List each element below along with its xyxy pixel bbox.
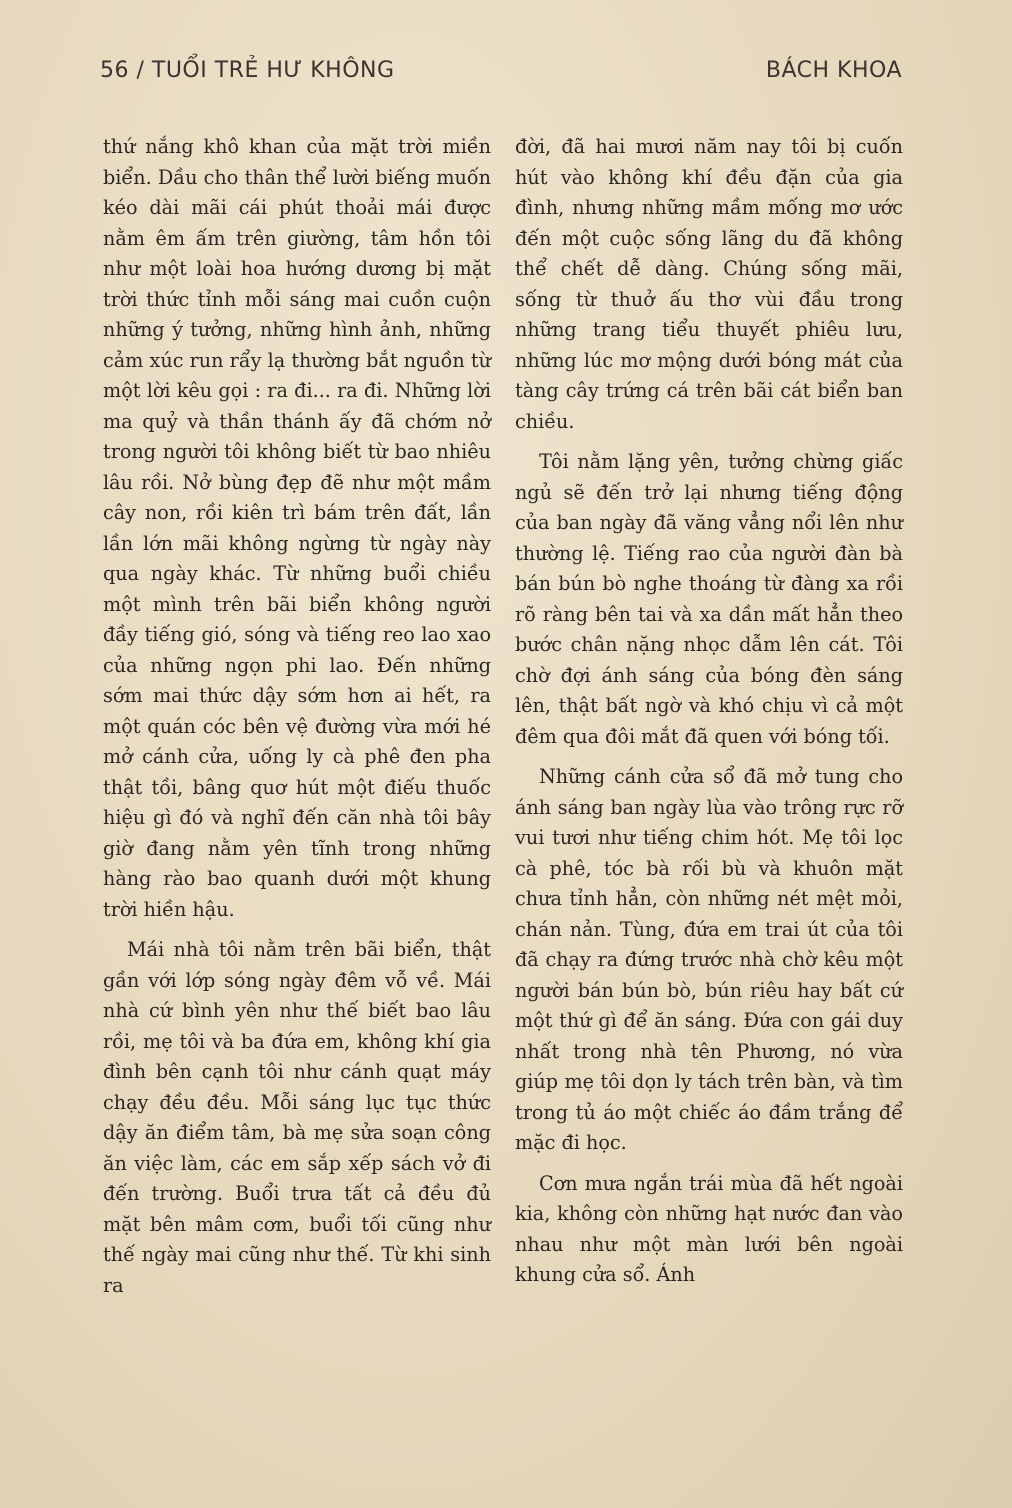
paragraph: thứ nắng khô khan của mặt trời miền biển. Dầu cho thân thể lười biếng muốn kéo dài mãi cái phút thoải mái được nằm êm ấm trên giường, tâm hồn tôi như một loài hoa hướng dương bị mặt trời thức tỉnh mỗi sáng mai cuồn cuộn những ý tưởng, những hình ảnh, những cảm xúc run rẩy lạ thường bắt nguồn từ một lời kêu gọi : ra đi... ra đi. Những lời ma quỷ và thần thánh ấy đã chớm nở trong người tôi không biết từ bao nhiêu lâu rồi. Nở bùng đẹp đẽ như một mầm cây non, rồi kiên trì bám trên đất, lần lần lớn mãi không ngừng từ ngày này qua ngày khác. Từ những buổi chiều một mình trên bãi biển không người đầy tiếng gió, sóng và tiếng reo lao xao của những ngọn phi lao. Đến những sớm mai thức dậy sớm hơn ai hết, ra một quán cóc bên vệ đường vừa mới hé mở cánh cửa, uống ly cà phê đen pha thật tồi, bâng quơ hút một điếu thuốc hiệu gì đó và nghĩ đến căn nhà tôi bây giờ đang nằm yên tĩnh trong những hàng rào bao quanh dưới một khung trời hiền hậu. [103, 135, 491, 921]
paragraph: Cơn mưa ngắn trái mùa đã hết ngoài kia, không còn những hạt nước đan vào nhau như một màn lưới bên ngoài khung cửa sổ. Ánh [515, 1171, 903, 1286]
paragraph: Tôi nằm lặng yên, tưởng chừng giấc ngủ sẽ đến trở lại nhưng tiếng động của ban ngày đã văng vẳng nổi lên như thường lệ. Tiếng rao của người đàn bà bán bún bò nghe thoáng từ đàng xa rồi rõ ràng bên tai và xa dần mất hẳn theo bước chân nặng nhọc dẫm lên cát. Tôi chờ đợi ánh sáng của bóng đèn sáng lên, thật bất ngờ và khó chịu vì cả một đêm qua đôi mắt đã quen với bóng tối. [515, 450, 903, 748]
paragraph: đời, đã hai mươi năm nay tôi bị cuốn hút vào không khí đều đặn của gia đình, nhưng những mầm mống mơ ước đến một cuộc sống lãng du đã không thể chết dễ dàng. Chúng sống mãi, sống từ thuở ấu thơ vùi đầu trong những trang tiểu thuyết phiêu lưu, những lúc mơ mộng dưới bóng mát của tàng cây trứng cá trên bãi cát biển ban chiều. [515, 135, 903, 433]
right-column [515, 132, 903, 1291]
running-title: 56 / TUỔI TRẺ HƯ KHÔNG [100, 58, 395, 83]
magazine-name: BÁCH KHOA [765, 58, 902, 83]
page-header [100, 58, 902, 98]
paragraph: Những cánh cửa sổ đã mở tung cho ánh sáng ban ngày lùa vào trông rực rỡ vui tươi như tiếng chim hót. Mẹ tôi lọc cà phê, tóc bà rối bù và khuôn mặt chưa tỉnh hẳn, còn những nét mệt mỏi, chán nản. Tùng, đứa em trai út của tôi đã chạy ra đứng trước nhà chờ kêu một người bán bún bò, bún riêu hay bất cứ một thứ gì để ăn sáng. Đứa con gái duy nhất trong nhà tên Phương, nó vừa giúp mẹ tôi dọn ly tách trên bàn, và tìm trong tủ áo một chiếc áo đầm trắng để mặc đi học. [515, 765, 903, 1154]
paragraph: Mái nhà tôi nằm trên bãi biển, thật gần với lớp sóng ngày đêm vỗ về. Mái nhà cứ bình yên như thế biết bao lâu rồi, mẹ tôi và ba đứa em, không khí gia đình bên cạnh tôi như cánh quạt máy chạy đều đều. Mỗi sáng lục tục thức dậy ăn điểm tâm, bà mẹ sửa soạn công ăn việc làm, các em sắp xếp sách vở đi đến trường. Buổi trưa tất cả đều đủ mặt bên mâm cơm, buổi tối cũng như thế ngày mai cũng như thế. Từ khi sinh ra [103, 938, 491, 1297]
left-column [103, 132, 491, 1301]
